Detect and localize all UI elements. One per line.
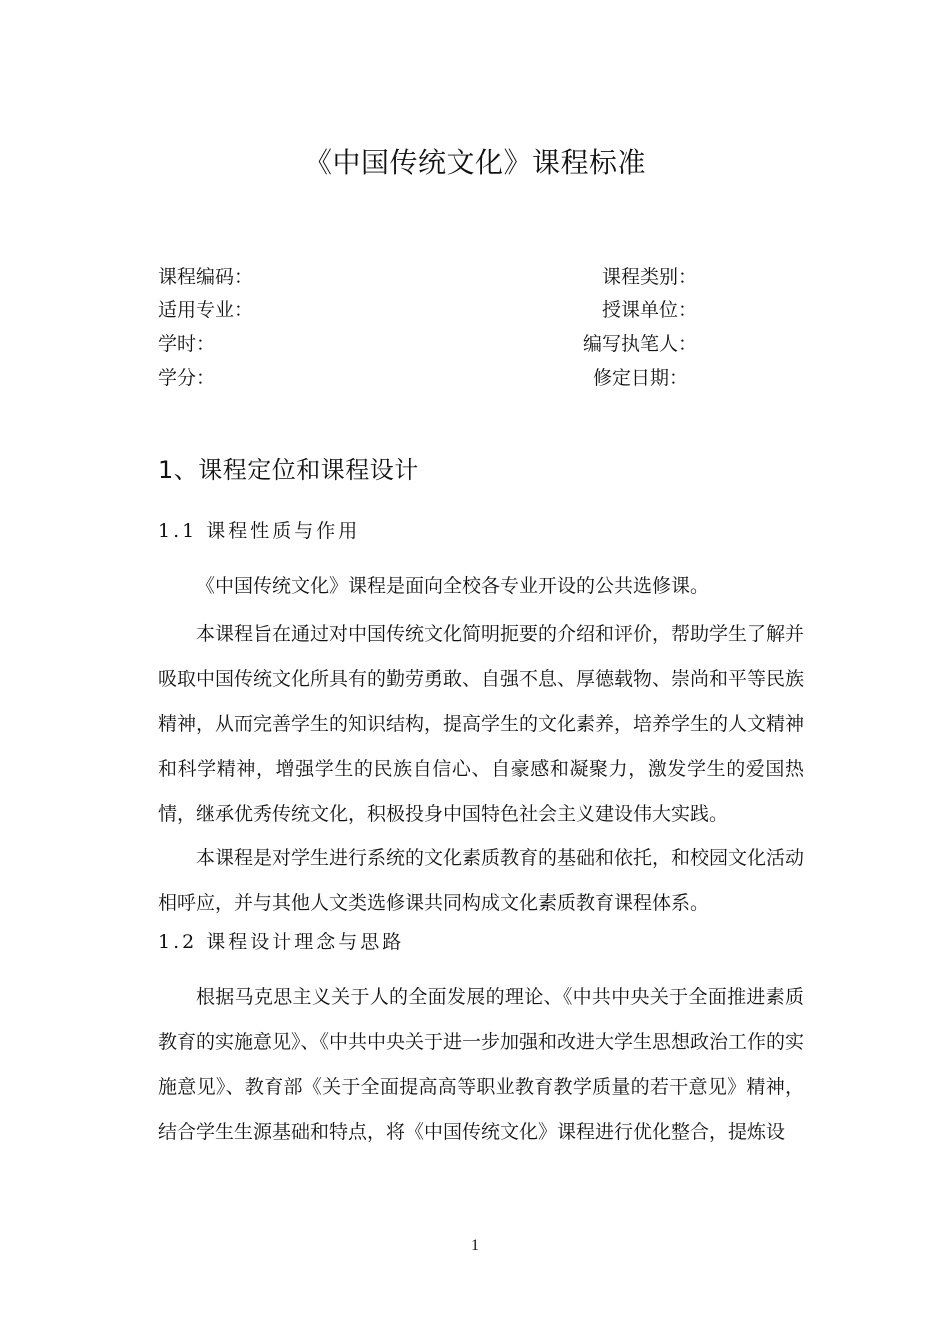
credits-label: 学分： <box>158 367 216 389</box>
course-type-label: 课程类别： <box>602 266 698 288</box>
section-heading: 1、课程定位和课程设计 <box>158 456 419 484</box>
page-number: 1 <box>471 1237 479 1254</box>
author-label: 编写执笔人： <box>583 333 698 355</box>
paragraph: 《中国传统文化》课程是面向全校各专业开设的公共选修课。 <box>196 575 710 597</box>
revision-date-label: 修定日期： <box>593 367 689 389</box>
subsection-heading-1-2: 1.2 课程设计理念与思路 <box>158 931 405 953</box>
major-label: 适用专业： <box>158 299 254 321</box>
paragraph: 根据马克思主义关于人的全面发展的理论、《中共中央关于全面推进素质教育的实施意见》、《中共中央关于进一步加强和改进大学生思想政治工作的实施意见》、教育部《关于全面提高高等职业教育教学质量的若干意见》精神，结合学生生源基础和特点，将《中国传统文化》课程进行优化整合，提炼设 <box>158 986 805 1143</box>
hours-label: 学时： <box>158 333 216 355</box>
paragraph: 本课程是对学生进行系统的文化素质教育的基础和依托，和校园文化活动相呼应，并与其他人文类选修课共同构成文化素质教育课程体系。 <box>158 847 805 914</box>
paragraph: 本课程旨在通过对中国传统文化简明扼要的介绍和评价，帮助学生了解并吸取中国传统文化所具有的勤劳勇敢、自强不息、厚德载物、崇尚和平等民族精神，从而完善学生的知识结构，提高学生的文化素养，培养学生的人文精神和科学精神，增强学生的民族自信心、自豪感和凝聚力，激发学生的爱国热情，继承优秀传统文化，积极投身中国特色社会主义建设伟大实践。 <box>158 623 805 825</box>
subsection-heading-1-1: 1.1 课程性质与作用 <box>158 520 361 542</box>
course-code-label: 课程编码： <box>158 266 254 288</box>
document-title: 《中国传统文化》课程标准 <box>303 146 646 179</box>
teaching-unit-label: 授课单位： <box>602 299 698 321</box>
